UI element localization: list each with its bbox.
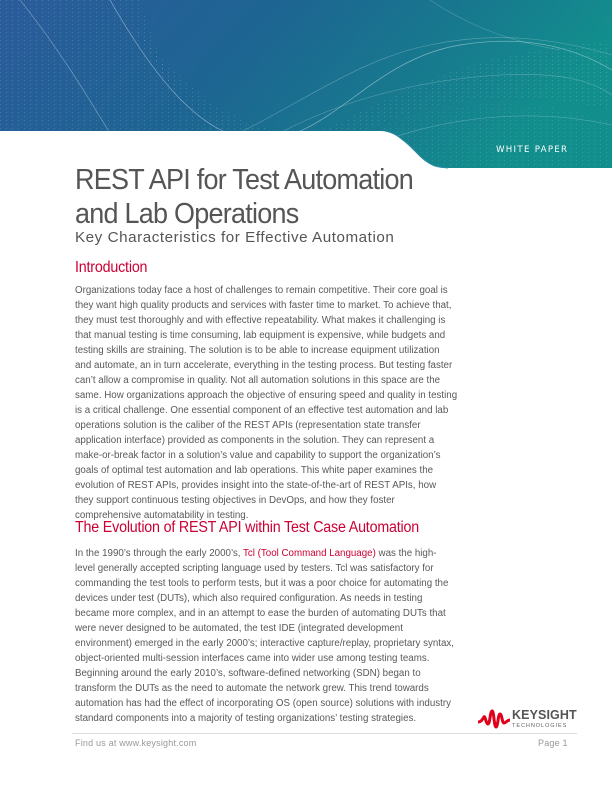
text-line: commanding the test tools to perform tests, but it was a poor choice for automating the xyxy=(75,578,449,589)
text-line: comprehensive automatability in testing. xyxy=(75,510,249,521)
title-line-2: and Lab Operations xyxy=(75,198,299,230)
text-line xyxy=(75,546,475,561)
text-line: testing skills are straining. The solution is to be able to increase equipment utilization xyxy=(75,345,440,356)
tcl-link[interactable]: Tcl (Tool Command Language) xyxy=(243,548,376,559)
text-line: application interface) provided as components in the solution. They can represent a xyxy=(75,435,435,446)
text-line: operations solution is the caliber of the REST APIs (representation state transfer xyxy=(75,420,421,431)
text-line: automation has had the effect of incorporating OS (open source) solutions with industry xyxy=(75,698,451,709)
white-paper-badge: WHITE PAPER xyxy=(496,145,569,155)
text-line: make-or-break factor in a solution’s value and capability to support the organization’s xyxy=(75,450,441,461)
text-line: can’t allow a compromise in quality. Not all automation solutions in this space are the xyxy=(75,375,441,386)
logo-wordmark: KEYSIGHT xyxy=(512,708,577,722)
text-line: and automate, an in turn accelerate, everything in the testing process. But testing faster xyxy=(75,360,453,371)
text-line: transform the DUTs as the need to automate the network grew. This trend towards xyxy=(75,683,429,694)
text-segment: In the 1990’s through the early 2000’s, xyxy=(75,548,244,559)
text-line: goals of optimal test automation and lab operations. This white paper examines the xyxy=(75,465,434,476)
text-line: they want high quality products and services with faster time to market. To achieve that, xyxy=(75,300,452,311)
text-line: were never designed to be automated, the test IDE (integrated development xyxy=(75,623,403,634)
text-line: same. How organizations approach the objective of ensuring speed and quality in testing xyxy=(75,390,458,401)
text-segment: was the high- xyxy=(375,548,437,559)
introduction-paragraph xyxy=(75,283,475,523)
text-line: they support continuous testing objectives in DevOps, and how they foster xyxy=(75,495,395,506)
evolution-paragraph xyxy=(75,546,475,726)
document-subtitle: Key Characteristics for Effective Automation xyxy=(75,229,395,246)
text-line: they must test thoroughly and with effective repeatability. What makes it challenging is xyxy=(75,315,446,326)
footer-website[interactable]: Find us at www.keysight.com xyxy=(75,738,197,748)
text-line: that manual testing is time consuming, lab equipment is expensive, while budgets and xyxy=(75,330,446,341)
text-line: became more complex, and in an attempt to ease the burden of automating DUTs that xyxy=(75,608,446,619)
text-line: Organizations today face a host of challenges to remain competitive. Their core goal is xyxy=(75,285,448,296)
title-line-1: REST API for Test Automation xyxy=(75,164,413,196)
section-heading-evolution: The Evolution of REST API within Test Case Automation xyxy=(75,519,420,536)
text-line: standard components into a majority of testing organizations’ testing strategies. xyxy=(75,713,417,724)
text-line: environment) emerged in the early 2000’s; interactive capture/replay, proprietary syntax, xyxy=(75,638,454,649)
keysight-logo xyxy=(478,708,598,732)
text-line: is a critical challenge. One essential component of an effective test automation and lab xyxy=(75,405,449,416)
text-line: devices under test (DUTs), which also required configuration. As needs in testing xyxy=(75,593,423,604)
section-heading-introduction: Introduction xyxy=(75,259,148,276)
document-title xyxy=(75,163,413,231)
logo-tagline: TECHNOLOGIES xyxy=(512,722,568,729)
footer-divider xyxy=(72,733,577,734)
page-number: Page 1 xyxy=(538,738,568,748)
text-line: object-oriented multi-session interfaces came into wider use among testing teams. xyxy=(75,653,430,664)
text-line: level generally accepted scripting language used by testers. Tcl was satisfactory for xyxy=(75,563,434,574)
text-line: evolution of REST APIs, provides insight into the state-of-the-art of REST APIs, how xyxy=(75,480,437,491)
keysight-waveform-icon xyxy=(478,709,510,729)
text-line: Beginning around the early 2010’s, software-defined networking (SDN) began to xyxy=(75,668,421,679)
